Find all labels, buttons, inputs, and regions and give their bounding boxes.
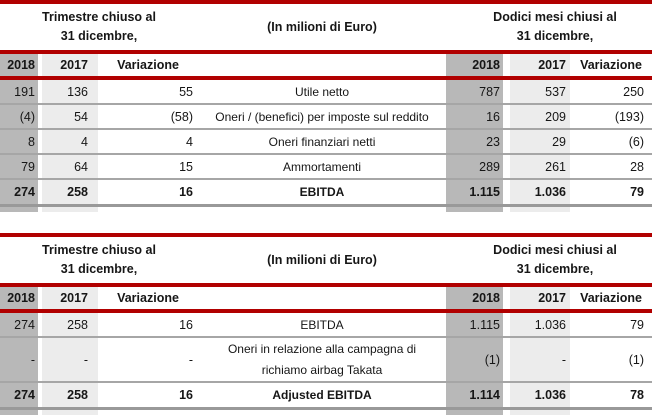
header-twelve-2018: 2018 [446,54,503,76]
period-header-row [0,4,652,50]
cell-quarter-variation: 15 [179,159,193,174]
header-quarter-variation: Variazione [117,58,179,72]
cell-twelve-2017: 1.036 [510,180,570,204]
cell-twelve-variation: (1) [628,352,644,367]
table-adjusted-ebitda [0,233,652,415]
row-label: Oneri in relazione alla campagna di richiamo airbag Takata [227,341,417,377]
unit-note: (In milioni di Euro) [267,20,377,34]
row-imposte [0,105,652,128]
cell-quarter-2018: 274 [0,180,38,204]
row-label: Adjusted EBITDA [272,388,372,402]
twelve-months-line1: Dodici mesi chiusi al [493,10,617,24]
cell-quarter-2018: 191 [0,80,38,103]
row-label: Oneri / (benefici) per imposte sul reddito [215,109,429,124]
cell-quarter-2018: 274 [0,313,38,336]
cell-twelve-2018: 23 [446,130,503,153]
shade-tail [446,207,503,212]
cell-twelve-2017: 537 [510,80,570,103]
cell-quarter-2018: 274 [0,383,38,407]
cell-twelve-variation: 28 [630,159,644,174]
cell-twelve-2018: 289 [446,155,503,178]
header-quarter-2017: 2017 [42,54,98,76]
cell-quarter-variation: (58) [170,109,193,124]
quarter-period-line1: Trimestre chiuso al [42,243,156,257]
quarter-period-line1: Trimestre chiuso al [42,10,156,24]
header-quarter-2018: 2018 [0,54,38,76]
cell-twelve-2018: 1.115 [446,313,503,336]
cell-quarter-2018: - [0,338,38,381]
cell-twelve-2017: 209 [510,105,570,128]
quarter-period-line2: 31 dicembre, [60,29,138,43]
cell-twelve-2017: 261 [510,155,570,178]
year-header-row [0,287,652,309]
row-utile-netto [0,80,652,103]
cell-quarter-variation: - [188,352,193,367]
shade-tail [42,207,98,212]
header-twelve-variation: Variazione [580,291,642,305]
row-label: EBITDA [299,185,345,199]
twelve-months-line1: Dodici mesi chiusi al [493,243,617,257]
cell-quarter-2017: 54 [42,105,98,128]
quarter-period-header [0,241,198,279]
header-quarter-2018: 2018 [0,287,38,309]
cell-quarter-2017: 64 [42,155,98,178]
row-label: Utile netto [294,84,350,99]
row-label: EBITDA [300,317,344,332]
shade-tail [42,410,98,415]
cell-twelve-2017: 1.036 [510,383,570,407]
shade-tail [0,410,38,415]
cell-twelve-variation: (193) [614,109,644,124]
header-twelve-2017: 2017 [510,287,570,309]
header-twelve-2018: 2018 [446,287,503,309]
row-ammortamenti [0,155,652,178]
header-twelve-variation: Variazione [580,58,642,72]
shade-tail [0,207,38,212]
cell-quarter-2018: (4) [0,105,38,128]
header-quarter-variation: Variazione [117,291,179,305]
cell-twelve-2017: 1.036 [510,313,570,336]
cell-twelve-2017: - [510,338,570,381]
cell-twelve-variation: 79 [630,185,644,199]
shade-tail [446,410,503,415]
shade-tail [510,207,570,212]
cell-twelve-variation: 79 [630,317,644,332]
cell-quarter-2017: 258 [42,180,98,204]
unit-note: (In milioni di Euro) [267,253,377,267]
shade-tail [510,410,570,415]
year-header-row [0,54,652,76]
twelve-months-period-header [446,241,652,279]
header-quarter-2017: 2017 [42,287,98,309]
cell-quarter-2017: 4 [42,130,98,153]
cell-quarter-2017: - [42,338,98,381]
quarter-period-header [0,8,198,46]
row-label: Ammortamenti [282,159,362,174]
cell-quarter-variation: 16 [179,317,193,332]
header-twelve-2017: 2017 [510,54,570,76]
quarter-period-line2: 31 dicembre, [60,262,138,276]
cell-twelve-variation: (6) [628,134,644,149]
cell-twelve-2018: 787 [446,80,503,103]
twelve-months-line2: 31 dicembre, [516,262,594,276]
row-ebitda [0,313,652,336]
cell-twelve-2018: 1.115 [446,180,503,204]
row-oneri-finanziari [0,130,652,153]
cell-quarter-2017: 258 [42,313,98,336]
cell-quarter-2017: 258 [42,383,98,407]
cell-quarter-variation: 16 [179,185,193,199]
cell-quarter-variation: 4 [186,134,193,149]
cell-twelve-2018: 16 [446,105,503,128]
cell-twelve-2017: 29 [510,130,570,153]
column-shade-tail [0,410,652,415]
cell-twelve-2018: (1) [446,338,503,381]
cell-twelve-variation: 250 [623,84,644,99]
cell-twelve-2018: 1.114 [446,383,503,407]
row-label: Oneri finanziari netti [268,134,376,149]
cell-quarter-variation: 16 [179,388,193,402]
cell-twelve-variation: 78 [630,388,644,402]
cell-quarter-2017: 136 [42,80,98,103]
cell-quarter-2018: 79 [0,155,38,178]
table-gap [0,212,652,233]
row-ebitda-total [0,180,652,204]
twelve-months-period-header [446,8,652,46]
period-header-row [0,237,652,283]
cell-quarter-variation: 55 [179,84,193,99]
twelve-months-line2: 31 dicembre, [516,29,594,43]
row-adjusted-ebitda-total [0,383,652,407]
row-takata-recall [0,338,652,381]
cell-quarter-2018: 8 [0,130,38,153]
